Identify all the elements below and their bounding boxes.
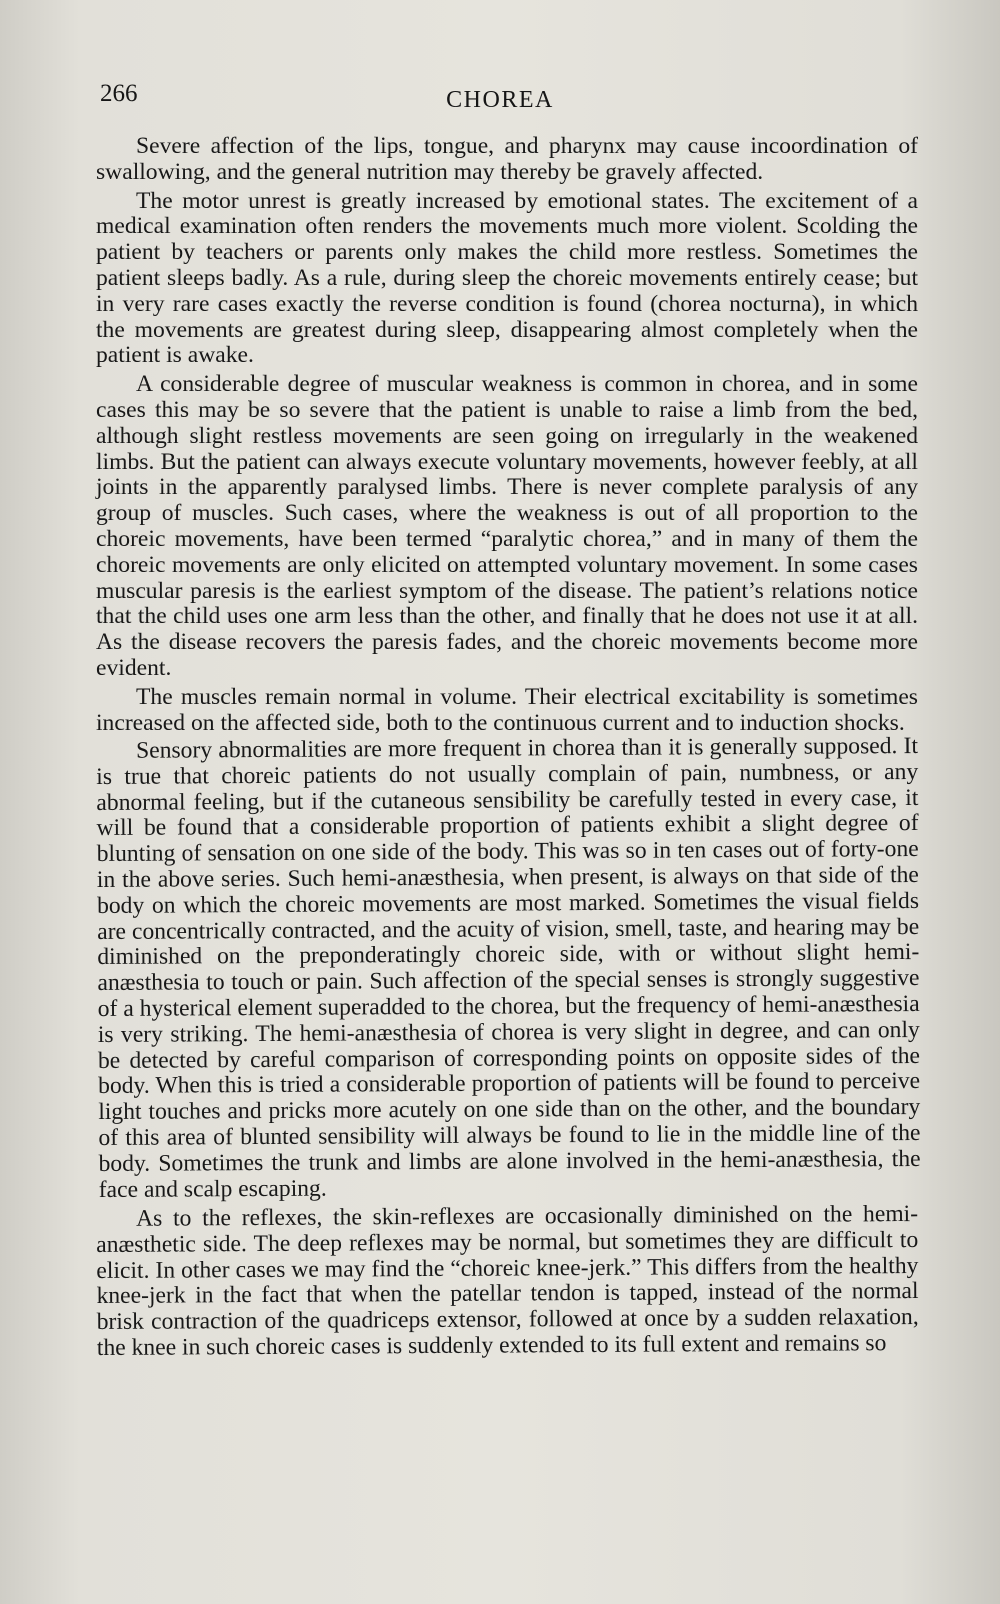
paragraph-sensory-abnormalities: Sensory abnormalities are more frequent in chorea than it is generally supposed. It is true that choreic patients do not usually complain of pain, numbness, or any abnormal feeling, but if the cutaneous sensibility be carefully tested in every case, it will be found that a considerable proportion of patients exhibit a slight degree of blunting of sensation on one side of the body. This was so in ten cases out of forty-one in the above series. Such hemi-anæsthesia, when present, is always on that side of the body on which the choreic movements are most marked. Sometimes the visual fields are concentrically contracted, and the acuity of vision, smell, taste, and hearing may be diminished on the preponderatingly choreic side, with or without slight hemi-anæsthesia to touch or pain. Such affection of the special senses is strongly suggestive of a hysterical element superadded to the chorea, but the frequency of hemi-anæsthesia is very striking. The hemi-anæsthesia of chorea is very slight in degree, and can only be detected by careful comparison of corresponding points on opposite sides of the body. When this is tried a considerable proportion of patients will be found to perceive light touches and pricks more acutely on one side than on the other, and the boundary of this area of blunted sensibility will always be found to lie in the middle line of the body. Sometimes the trunk and limbs are alone involved in the hemi-anæsthesia, the face and scalp escaping. xyxy=(96,733,921,1203)
paragraph-muscular-weakness: A considerable degree of muscular weakness is common in chorea, and in some cases this may be so severe that the patient is unable to raise a limb from the bed, although slight restless movements are seen going on irregularly in the weakened limbs. But the patient can always execute voluntary movements, however feebly, at all joints in the apparently paralysed limbs. There is never complete paralysis of any group of muscles. Such cases, where the weakness is out of all proportion to the choreic movements, have been termed “paralytic chorea,” and in many of them the choreic movements are only elicited on attempted voluntary movement. In some cases muscular paresis is the earliest symptom of the disease. The patient’s relations notice that the child uses one arm less than the other, and finally that he does not use it at all. As the disease recovers the paresis fades, and the choreic movements become more evident. xyxy=(96,371,918,681)
paragraph-muscles-volume: The muscles remain normal in volume. Their electrical excitability is sometimes increased on the affected side, both to the continuous current and to induction shocks. xyxy=(96,683,918,736)
page-number: 266 xyxy=(100,80,138,107)
paragraph-reflexes: As to the reflexes, the skin-reflexes are occasionally diminished on the hemi-anæsthetic side. The deep reflexes may be normal, but sometimes they are difficult to elicit. In other cases we may find the “choreic knee-jerk.” This differs from the healthy knee-jerk in the fact that when the patellar tendon is tapped, instead of the normal brisk contraction of the quadriceps extensor, followed at once by a sudden relaxation, the knee in such choreic cases is suddenly extended to its full extent and remains so xyxy=(96,1200,919,1361)
paragraph-swallowing: Severe affection of the lips, tongue, and pharynx may cause incoordination of swallowing, and the general nutrition may thereby be gravely affected. xyxy=(96,133,918,185)
paragraph-motor-unrest: The motor unrest is greatly increased by emotional states. The excitement of a medical examination often renders the movements much more violent. Scolding the patient by teachers or parents only makes the child more restless. Sometimes the patient sleeps badly. As a rule, during sleep the choreic movements entirely cease; but in very rare cases exactly the reverse condition is found (chorea nocturna), in which the movements are greatest during sleep, disappearing almost completely when the patient is awake. xyxy=(96,187,918,369)
body-text xyxy=(96,133,921,1364)
running-title: CHOREA xyxy=(446,87,554,113)
